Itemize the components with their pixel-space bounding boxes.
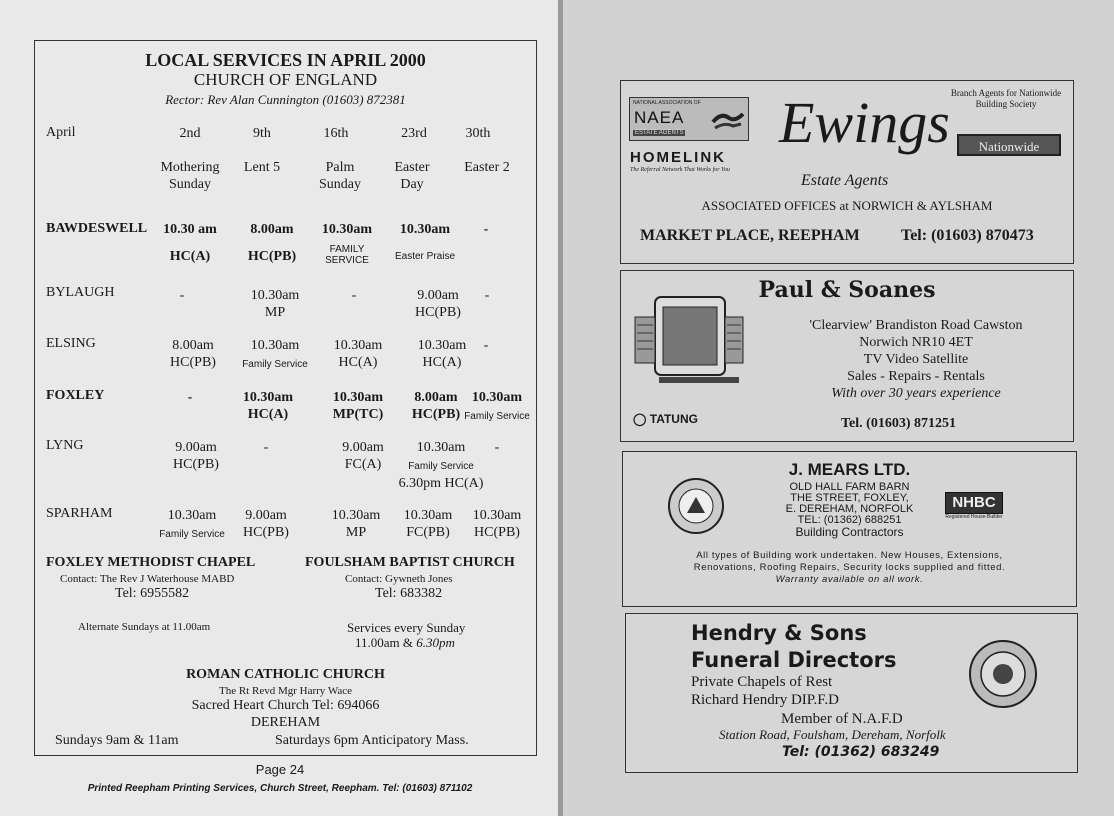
page-number: Page 24 <box>255 762 305 777</box>
naea-logo: NATIONAL ASSOCIATION OF NAEA ESTATE AGENTS <box>629 97 749 141</box>
service-cell: 10.30am Family Service <box>242 338 308 370</box>
church-name-bawdeswell: BAWDESWELL <box>46 221 148 236</box>
service-cell: - <box>484 288 490 303</box>
service-cell: 10.30am FAMILY SERVICE <box>321 222 373 266</box>
service-cell: 10.30am HC(A) <box>333 338 383 370</box>
television-icon <box>633 293 745 393</box>
nhbc-logo: NHBC Registered House-Builder <box>945 494 1003 520</box>
hendry-membership: Member of N.A.F.D <box>781 711 903 727</box>
catholic-town: DEREHAM <box>250 715 321 730</box>
handshake-icon <box>711 104 745 134</box>
mears-services: All types of Building work undertaken. New Houses, Extensions, Renovations, Roofing Repairs, Security locks supplied and fitted. <box>693 550 1006 573</box>
mears-warranty: Warranty available on all work. <box>775 574 924 585</box>
homelink-tagline: The Referral Network That Works for You <box>630 167 730 173</box>
catholic-church: Sacred Heart Church Tel: 694066 <box>191 698 380 713</box>
church-name-lyng: LYNG <box>46 438 84 453</box>
mears-address: OLD HALL FARM BARN THE STREET, FOXLEY, E. DEREHAM, NORFOLK TEL: (01362) 688251 Building Contractors <box>785 481 914 539</box>
hendry-title: Hendry & Sons Funeral Directors <box>691 621 897 672</box>
catholic-saturdays: Saturdays 6pm Anticipatory Mass. <box>275 733 469 748</box>
hendry-tel: Tel: (01362) 683249 <box>782 744 940 760</box>
ewings-tel: Tel: (01603) 870473 <box>901 227 1034 244</box>
service-cell: 10.30am MP <box>250 288 300 320</box>
service-cell: 9.00am HC(PB) <box>243 508 289 540</box>
service-cell: - <box>187 390 193 405</box>
catholic-priest: The Rt Revd Mgr Harry Wace <box>218 685 352 697</box>
tatung-logo: ◯ TATUNG <box>633 412 698 426</box>
ewings-logo: Ewings <box>779 90 950 155</box>
right-page <box>563 0 1114 816</box>
nationwide-logo <box>957 134 1061 156</box>
month-label: April <box>46 125 76 140</box>
branch-agents-note: Branch Agents for Nationwide Building Society <box>950 88 1062 109</box>
occasion-label: Mothering Sunday <box>160 160 220 192</box>
methodist-tel: Tel: 6955582 <box>115 586 190 601</box>
baptist-times: 11.00am & 6.30pm <box>355 635 455 650</box>
ewings-advert <box>620 80 1074 264</box>
service-cell: - <box>263 440 269 455</box>
nationwide-label: Nationwide <box>978 139 1040 154</box>
date-header: 23rd <box>401 126 427 141</box>
methodist-contact: Contact: The Rev J Waterhouse MABD <box>60 573 235 585</box>
tatung-circle-icon: ◯ <box>633 412 650 426</box>
baptist-title: FOULSHAM BAPTIST CHURCH <box>305 555 515 570</box>
service-cell: 10.30am FC(PB) <box>403 508 453 540</box>
service-cell: 10.30 am HC(A) <box>163 222 217 264</box>
methodist-note: Alternate Sundays at 11.00am <box>78 621 211 633</box>
service-cell: 10.30am Easter Praise <box>394 222 456 262</box>
occasion-label: Easter 2 <box>464 160 510 175</box>
methodist-title: FOXLEY METHODIST CHAPEL <box>46 555 256 570</box>
service-cell: 10.30am HC(A) <box>417 338 467 370</box>
hendry-chapels: Private Chapels of Rest <box>691 674 833 690</box>
service-cell: 9.00am HC(PB) <box>173 440 219 472</box>
service-cell: - <box>351 288 357 303</box>
service-cell: 9.00am FC(A) <box>342 440 384 472</box>
service-cell: 9.00am HC(PB) <box>415 288 461 320</box>
homelink-logo: HOMELINK <box>630 149 726 166</box>
service-cell: 8.00am HC(PB) <box>247 222 297 264</box>
estate-agents-label: Estate Agents <box>801 172 889 189</box>
church-name-foxley: FOXLEY <box>46 388 105 403</box>
service-cell: 10.30am HC(A) <box>242 390 294 422</box>
church-name-sparham: SPARHAM <box>46 506 113 521</box>
church-name-bylaugh: BYLAUGH <box>46 285 115 300</box>
rector-line: Rector: Rev Alan Cunnington (01603) 872381 <box>165 92 406 107</box>
service-cell: - <box>494 440 500 455</box>
service-cell: 8.00am HC(PB) <box>411 390 461 422</box>
service-cell: 10.30am Family Service <box>464 390 530 422</box>
mears-advert <box>622 451 1077 607</box>
soanes-title: Paul & Soanes <box>758 277 936 303</box>
associated-offices: ASSOCIATED OFFICES at NORWICH & AYLSHAM <box>701 198 993 213</box>
occasion-label: Lent 5 <box>243 160 281 175</box>
catholic-sundays: Sundays 9am & 11am <box>55 733 179 748</box>
ewings-address: MARKET PLACE, REEPHAM <box>640 227 860 244</box>
soanes-address: 'Clearview' Brandiston Road Cawston Norwich NR10 4ET TV Video Satellite Sales - Repairs - Rentals With over 30 years experience <box>809 318 1023 401</box>
service-cell: - <box>179 288 185 303</box>
nafd-seal-icon <box>968 639 1038 709</box>
occasion-label: Palm Sunday <box>319 160 361 192</box>
church-name-elsing: ELSING <box>46 336 96 351</box>
service-cell: 10.30am Family Service 6.30pm HC(A) <box>398 440 484 491</box>
date-header: 9th <box>253 126 271 141</box>
services-frame <box>34 40 537 756</box>
occasion-label: Easter Day <box>394 160 430 192</box>
printer-credit: Printed Reepham Printing Services, Church Street, Reepham. Tel: (01603) 871102 <box>87 783 473 794</box>
baptist-contact: Contact: Gywneth Jones <box>345 573 453 585</box>
denomination-heading: CHURCH OF ENGLAND <box>193 70 378 89</box>
date-header: 16th <box>323 126 349 141</box>
hendry-advert <box>625 613 1078 773</box>
service-cell: - <box>483 222 489 237</box>
services-heading: LOCAL SERVICES IN APRIL 2000 <box>145 50 426 70</box>
service-cell: 10.30am MP(TC) <box>332 390 384 422</box>
catholic-title: ROMAN CATHOLIC CHURCH <box>186 667 385 682</box>
hendry-address: Station Road, Foulsham, Dereham, Norfolk <box>719 727 946 742</box>
service-cell: - <box>483 338 489 353</box>
baptist-tel: Tel: 683382 <box>375 586 443 601</box>
baptist-note: Services every Sunday <box>347 620 466 635</box>
date-header: 30th <box>465 126 491 141</box>
mears-title: J. MEARS LTD. <box>788 460 911 479</box>
service-cell: 10.30am Family Service <box>159 508 225 540</box>
service-cell: 10.30am HC(PB) <box>472 508 522 540</box>
service-cell: 10.30am MP <box>331 508 381 540</box>
date-header: 2nd <box>179 126 201 141</box>
service-cell: 8.00am HC(PB) <box>170 338 216 370</box>
soanes-tel: Tel. (01603) 871251 <box>841 416 956 431</box>
hendry-owner: Richard Hendry DIP.F.D <box>691 692 839 708</box>
soanes-advert <box>620 270 1074 442</box>
